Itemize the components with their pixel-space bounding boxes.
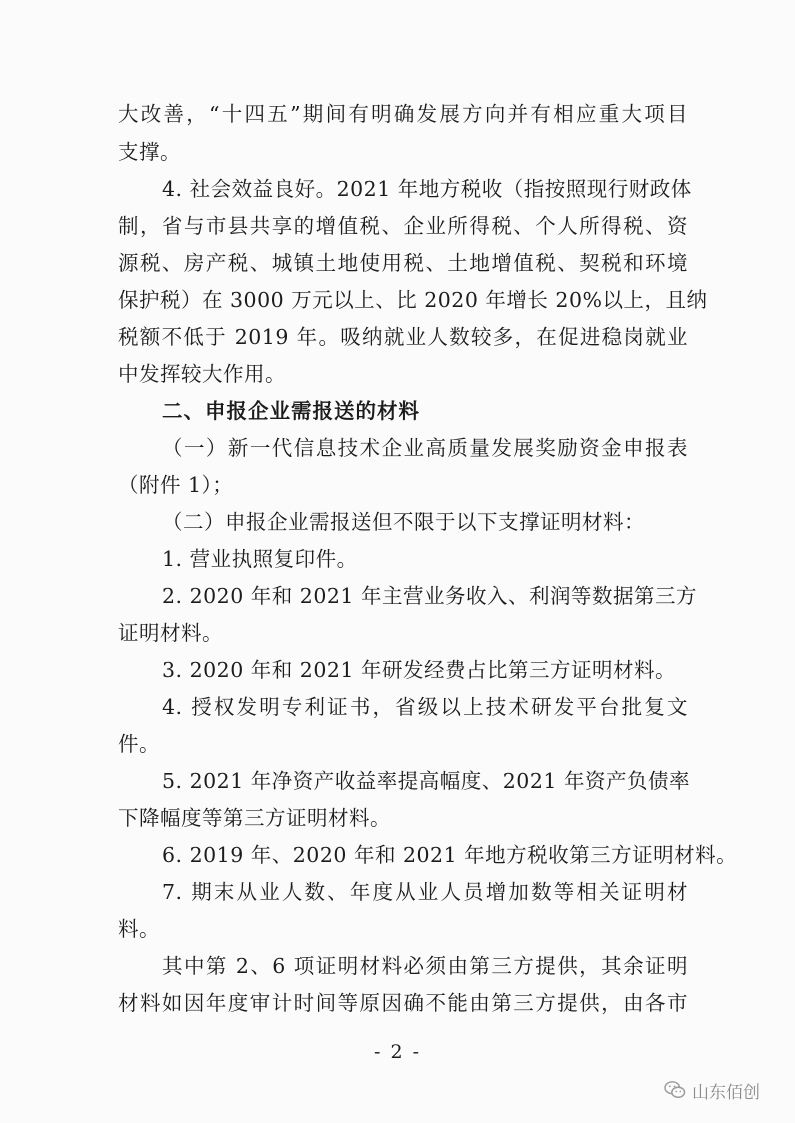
text-line: 4. 社会效益良好。2021 年地方税收（指按照现行财政体 [162,177,692,201]
text-line: （二）申报企业需报送但不限于以下支撑证明材料： [162,510,645,534]
text-line: （附件 1）； [118,473,234,497]
text-line: 5. 2021 年净资产收益率提高幅度、2021 年资产负债率 [162,769,690,793]
text-line: 证明材料。 [118,621,223,645]
text-line: （一）新一代信息技术企业高质量发展奖励资金申报表 [162,436,688,460]
text-line: 保护税）在 3000 万元以上、比 2020 年增长 20%以上，且纳 [118,288,708,312]
wechat-icon [664,1080,686,1100]
text-line: 件。 [118,732,160,756]
text-line: 税额不低于 2019 年。吸纳就业人数较多，在促进稳岗就业 [118,325,688,349]
text-line: 3. 2020 年和 2021 年研发经费占比第三方证明材料。 [162,658,676,682]
text-line: 材料如因年度审计时间等原因确不能由第三方提供，由各市 [118,991,688,1015]
text-line: 2. 2020 年和 2021 年主营业务收入、利润等数据第三方 [162,584,697,608]
text-line: 其中第 2、6 项证明材料必须由第三方提供，其余证明 [162,954,688,978]
page-number: - 2 - [373,1041,421,1063]
text-line: 大改善，“十四五”期间有明确发展方向并有相应重大项目 [118,102,688,126]
watermark-text: 山东佰创 [692,1082,760,1103]
section-heading: 二、申报企业需报送的材料 [162,399,420,423]
text-line: 下降幅度等第三方证明材料。 [118,806,391,830]
text-line: 料。 [118,917,160,941]
text-line: 7. 期末从业人数、年度从业人员增加数等相关证明材 [162,880,688,904]
watermark [664,1077,760,1103]
text-line: 1. 营业执照复印件。 [162,547,358,571]
text-line: 4. 授权发明专利证书，省级以上技术研发平台批复文 [162,695,688,719]
text-line: 源税、房产税、城镇土地使用税、土地增值税、契税和环境 [118,251,688,275]
text-line: 6. 2019 年、2020 年和 2021 年地方税收第三方证明材料。 [162,843,738,867]
text-line: 制，省与市县共享的增值税、企业所得税、个人所得税、资 [118,214,688,238]
text-line: 中发挥较大作用。 [118,362,286,386]
text-line: 支撑。 [118,140,181,164]
